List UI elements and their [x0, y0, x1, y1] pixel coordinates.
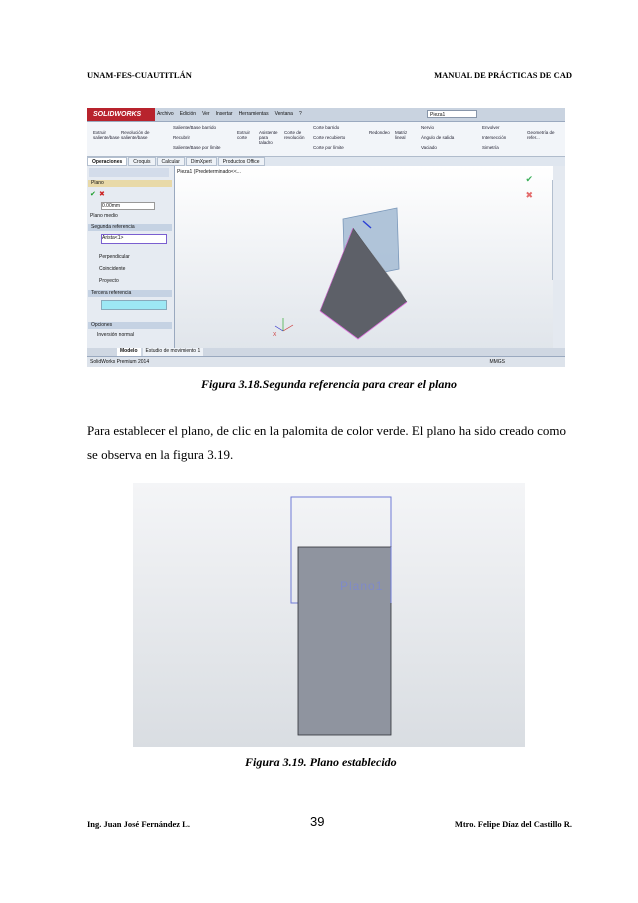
header-left: UNAM-FES-CUAUTITLÁN: [87, 70, 192, 80]
loft-button[interactable]: Recubrir: [173, 135, 191, 140]
menu-ventana[interactable]: Ventana: [274, 111, 293, 117]
revolve-boss-button[interactable]: Revolución de saliente/base: [121, 130, 150, 140]
project-option[interactable]: Proyecto: [99, 278, 119, 284]
task-pane-icons: [552, 180, 565, 280]
tab-dimxpert[interactable]: DimXpert: [186, 157, 217, 166]
menu-insertar[interactable]: Insertar: [215, 111, 233, 117]
coincident-option[interactable]: Coincidente: [99, 266, 126, 272]
third-reference-field[interactable]: [101, 300, 167, 310]
lofted-cut-button[interactable]: Corte recubierto: [313, 135, 346, 140]
tab-croquis[interactable]: Croquis: [128, 157, 155, 166]
header-right: MANUAL DE PRÁCTICAS DE CAD: [434, 70, 572, 80]
solidworks-logo: SOLIDWORKS: [87, 108, 155, 121]
extrude-cut-button[interactable]: Extruir corte: [237, 130, 251, 140]
revolve-cut-button[interactable]: Corte de revolución: [284, 130, 305, 140]
graphics-area[interactable]: [175, 166, 553, 356]
cancel-x-icon[interactable]: ✖: [99, 191, 105, 198]
ribbon: [87, 122, 565, 157]
tab-motion-study[interactable]: Estudio de movimiento 1: [143, 348, 204, 356]
tab-modelo[interactable]: Modelo: [117, 348, 141, 356]
plane-screenshot: [133, 483, 525, 747]
boundary-boss-button[interactable]: Saliente/Base por límite: [173, 145, 221, 150]
page-number: 39: [310, 814, 325, 829]
tab-operaciones[interactable]: Operaciones: [87, 157, 127, 166]
property-manager: [87, 166, 175, 356]
footer-left: Ing. Juan José Fernández L.: [87, 819, 190, 829]
menu-edicion[interactable]: Edición: [179, 111, 197, 117]
pm-toolbar: [89, 168, 169, 177]
menu-herramientas[interactable]: Herramientas: [238, 111, 269, 117]
swept-cut-button[interactable]: Corte barrido: [313, 125, 340, 130]
normal-flip-checkbox[interactable]: Inversión normal: [97, 332, 134, 338]
menu-bar: [157, 111, 302, 117]
units-indicator[interactable]: MMGS: [489, 359, 505, 365]
tab-productos-office[interactable]: Productos Office: [218, 157, 265, 166]
plane-panel-title: Plano: [88, 180, 172, 187]
intersect-button[interactable]: Intersección: [482, 135, 507, 140]
perpendicular-option[interactable]: Perpendicular: [99, 254, 130, 260]
linear-pattern-button[interactable]: Matriz lineal: [395, 130, 408, 140]
status-text: SolidWorks Premium 2014: [90, 359, 150, 365]
feature-tree-item[interactable]: Pieza1 (Predeterminado<<...: [177, 169, 241, 175]
rib-button[interactable]: Nervio: [421, 125, 435, 130]
plane-model: [133, 483, 525, 747]
wrap-button[interactable]: Envolver: [482, 125, 500, 130]
status-bar: [87, 356, 565, 367]
mirror-button[interactable]: Simetría: [482, 145, 499, 150]
ok-check-icon[interactable]: ✔: [525, 174, 533, 184]
second-reference-field[interactable]: Arista<1>: [101, 234, 167, 244]
tab-calcular[interactable]: Calcular: [157, 157, 185, 166]
options-header[interactable]: Opciones: [88, 322, 172, 329]
shell-button[interactable]: Vaciado: [421, 145, 437, 150]
hole-wizard-button[interactable]: Asistente para taladro: [259, 130, 278, 145]
figure-caption-3-19: Figura 3.19. Plano establecido: [245, 755, 397, 769]
svg-text:X: X: [273, 332, 277, 338]
search-box[interactable]: Pieza1: [427, 110, 477, 118]
swept-boss-button[interactable]: Saliente/Base barrido: [173, 125, 217, 130]
reference-geometry-button[interactable]: Geometría de refer...: [527, 130, 555, 140]
footer-right: Mtro. Felipe Díaz del Castillo R.: [454, 819, 572, 829]
distance-field[interactable]: 0.00mm: [101, 202, 155, 210]
second-reference-header[interactable]: Segunda referencia: [88, 224, 172, 231]
extrude-boss-button[interactable]: Extruir saliente/base: [93, 130, 120, 140]
menu-help[interactable]: ?: [298, 111, 302, 117]
figure-caption-3-18: Figura 3.18.Segunda referencia para crear el plano: [201, 377, 458, 391]
boundary-cut-button[interactable]: Corte por límite: [313, 145, 344, 150]
menu-ver[interactable]: Ver: [202, 111, 210, 117]
fillet-button[interactable]: Redondeo: [369, 130, 390, 135]
cancel-icon[interactable]: ✖: [525, 190, 533, 200]
solidworks-screenshot: [87, 108, 565, 367]
title-bar: [87, 108, 565, 122]
plane-label[interactable]: Plano1: [340, 579, 384, 593]
draft-button[interactable]: Ángulo de salida: [421, 135, 455, 140]
command-tabs: [87, 157, 565, 166]
confirm-check-icon[interactable]: ✔: [90, 191, 96, 198]
third-reference-header[interactable]: Tercera referencia: [88, 290, 172, 297]
bottom-tabs: [87, 348, 565, 356]
pyramid-model: [175, 166, 553, 356]
body-paragraph: Para establecer el plano, de clic en la palomita de color verde. El plano ha sido creado como se observa en la figura 3.19.: [87, 423, 566, 462]
menu-archivo[interactable]: Archivo: [157, 111, 174, 117]
plano-medio-option[interactable]: Plano medio: [90, 213, 118, 219]
